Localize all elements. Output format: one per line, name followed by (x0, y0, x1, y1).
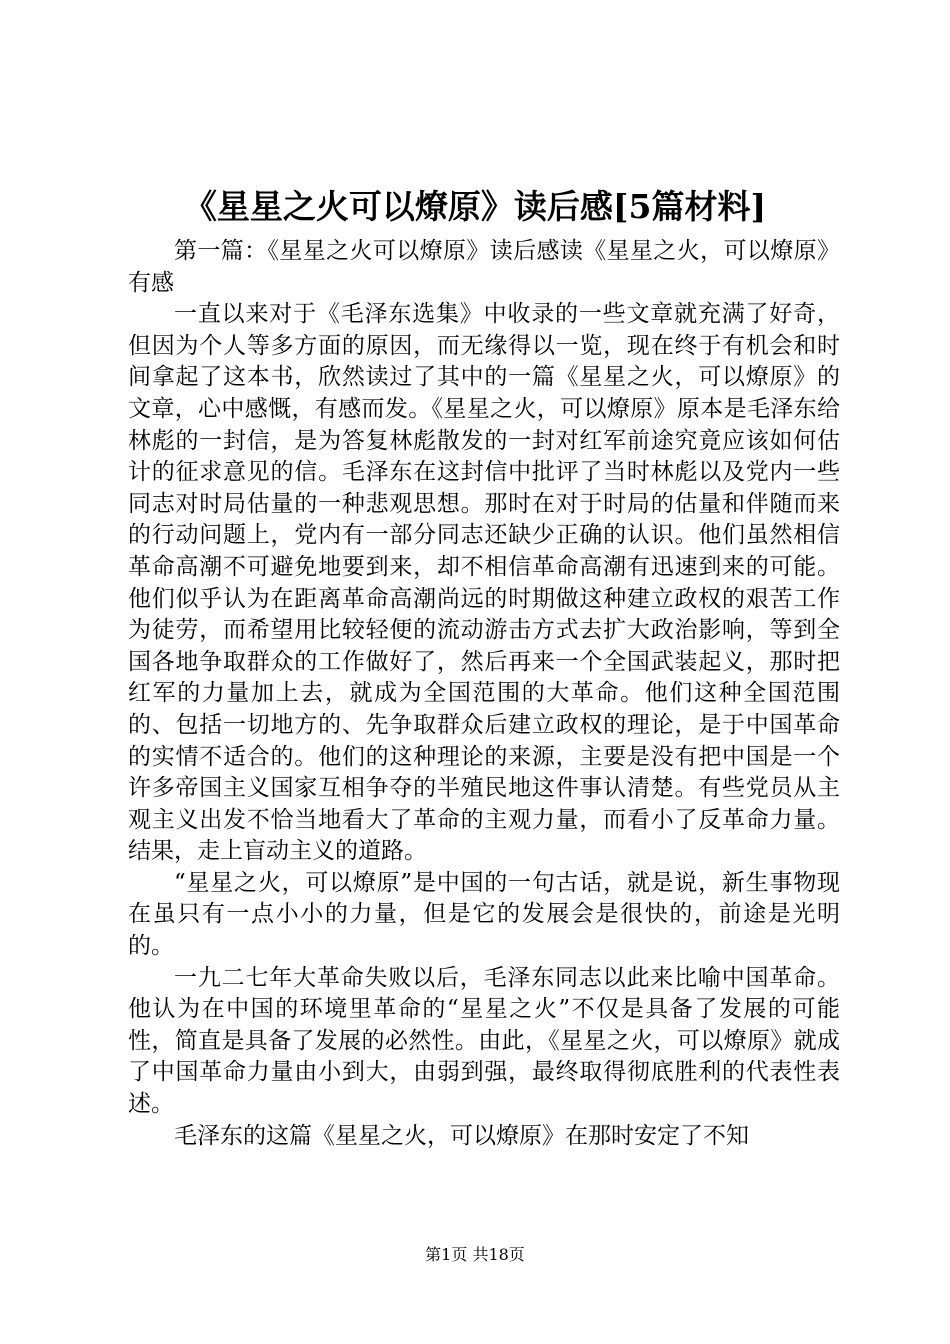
paragraph: 毛泽东的这篇《星星之火，可以燎原》在那时安定了不知 (174, 1122, 749, 1149)
page-number-footer: 第1页 共18页 (425, 1245, 525, 1264)
paragraph: 一直以来对于《毛泽东选集》中收录的一些文章就充满了好奇，但因为个人等多方面的原因，而无缘得以一览，现在终于有机会和时间拿起了这本书，欣然读过了其中的一篇《星星之火，可以燎原》的文章，心中感慨，有感而发。《星星之火，可以燎原》原本是毛泽东给林彪的一封信，是为答复林彪散发的一封对红军前途究竟应该如何估计的征求意见的信。毛泽东在这封信中批评了当时林彪以及党内一些同志对时局估量的一种悲观思想。那时在对于时局的估量和伴随而来的行动问题上，党内有一部分同志还缺少正确的认识。他们虽然相信革命高潮不可避免地要到来，却不相信革命高潮有迅速到来的可能。他们似乎认为在距离革命高潮尚远的时期做这种建立政权的艰苦工作为徒劳，而希望用比较轻便的流动游击方式去扩大政治影响，等到全国各地争取群众的工作做好了，然后再来一个全国武装起义，那时把红军的力量加上去，就成为全国范围的大革命。他们这种全国范围的、包括一切地方的、先争取群众后建立政权的理论，是于中国革命的实情不适合的。他们的这种理论的来源，主要是没有把中国是一个许多帝国主义国家互相争夺的半殖民地这件事认清楚。有些党员从主观主义出发不恰当地看大了革命的主观力量，而看小了反革命力量。结果，走上盲动主义的道路。 (128, 301, 840, 865)
document-body (128, 236, 840, 1152)
paragraph: “星星之火，可以燎原”是中国的一句古话，就是说，新生事物现在虽只有一点小小的力量，但是它的发展会是很快的，前途是光明的。 (128, 869, 840, 960)
paragraph: 第一篇：《星星之火可以燎原》读后感读《星星之火，可以燎原》有感 (128, 238, 840, 296)
document-title: 《星星之火可以燎原》读后感[5篇材料] (183, 187, 767, 226)
paragraph: 一九二七年大革命失败以后，毛泽东同志以此来比喻中国革命。他认为在中国的环境里革命的“星星之火”不仅是具备了发展的可能性，简直是具备了发展的必然性。由此，《星星之火，可以燎原》就成了中国革命力量由小到大，由弱到强，最终取得彻底胜利的代表性表述。 (128, 964, 840, 1118)
